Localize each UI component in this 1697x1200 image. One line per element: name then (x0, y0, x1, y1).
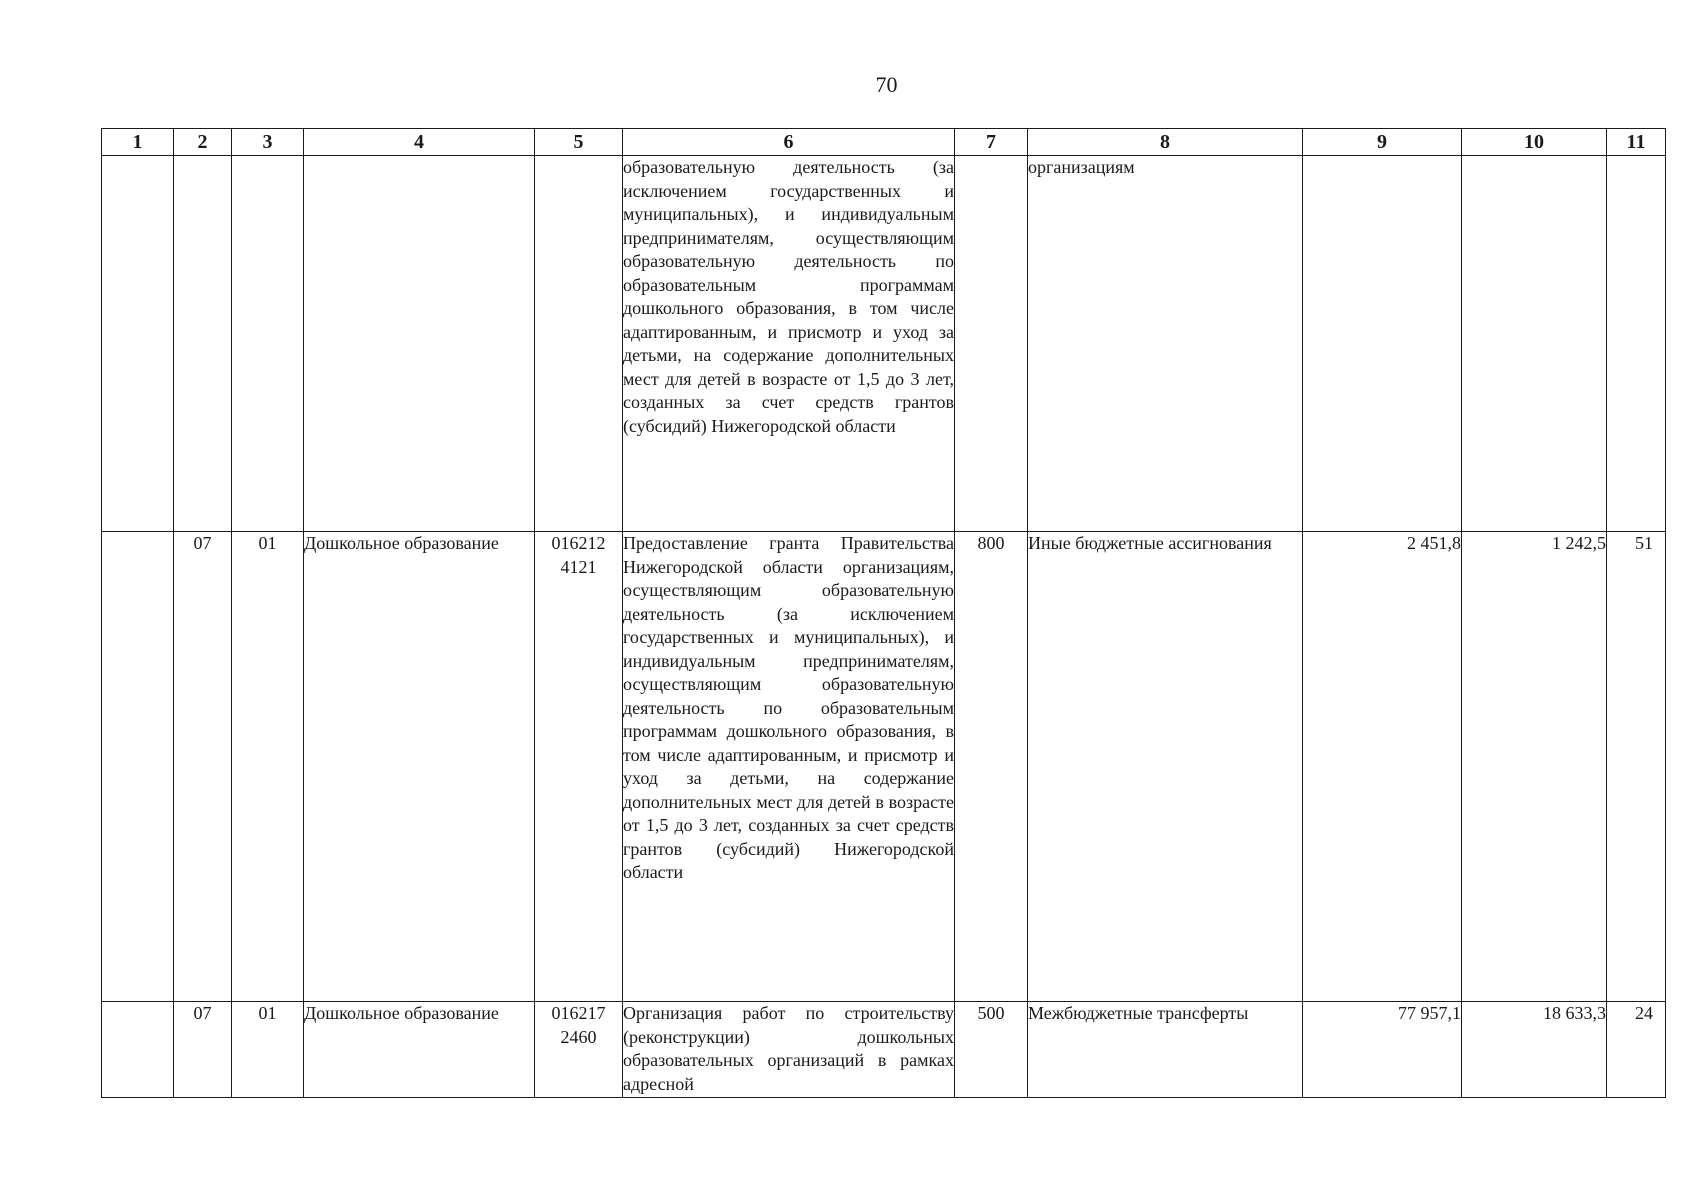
column-header: 4 (304, 129, 535, 156)
cell-percent: 24 (1607, 1002, 1666, 1098)
column-header: 1 (102, 129, 174, 156)
cell-description: Предоставление гранта Правительства Нижегородской области организациям, осуществляющим образовательную деятельность (за исключением государственных и муниципальных), и индивидуальным предпринимателям, осуществляющим образовательную деятельность по образовательным программам дошкольного образования, в том числе адаптированным, и присмотр и уход за детьми, на содержание дополнительных мест для детей в возрасте от 1,5 до 3 лет, созданных за счет средств грантов (субсидий) Нижегородской области (623, 532, 955, 1002)
table-row (102, 1002, 1666, 1098)
column-header: 7 (955, 129, 1028, 156)
column-header: 3 (232, 129, 304, 156)
column-header: 10 (1462, 129, 1607, 156)
cell-description: Организация работ по строительству (реконструкции) дошкольных образовательных организаций в рамках адресной (623, 1002, 955, 1098)
cell-expense-type-code: 800 (955, 532, 1028, 1002)
cell-subsection-name: Дошкольное образование (304, 1002, 535, 1098)
cell-subsection-code (232, 156, 304, 532)
cell-amount-plan: 2 451,8 (1303, 532, 1462, 1002)
cell-target-item (535, 156, 623, 532)
page-number: 70 (875, 72, 898, 97)
budget-table (101, 128, 1666, 1098)
column-number-header (102, 129, 1666, 156)
cell-expense-type-name: организациям (1028, 156, 1303, 532)
table-row (102, 532, 1666, 1002)
cell-percent (1607, 156, 1666, 532)
cell-amount-actual: 18 633,3 (1462, 1002, 1607, 1098)
cell-subsection-name (304, 156, 535, 532)
column-header: 9 (1303, 129, 1462, 156)
cell-percent: 51 (1607, 532, 1666, 1002)
cell-target-item: 016217 2460 (535, 1002, 623, 1098)
cell-section-code: 07 (174, 532, 232, 1002)
cell-section-code: 07 (174, 1002, 232, 1098)
cell-subsection-name: Дошкольное образование (304, 532, 535, 1002)
cell-amount-actual (1462, 156, 1607, 532)
cell-expense-type-code: 500 (955, 1002, 1028, 1098)
cell-subsection-code: 01 (232, 1002, 304, 1098)
column-header: 8 (1028, 129, 1303, 156)
column-header: 2 (174, 129, 232, 156)
cell-subsection-code: 01 (232, 532, 304, 1002)
column-header: 6 (623, 129, 955, 156)
cell-expense-type-name: Иные бюджетные ассигнования (1028, 532, 1303, 1002)
cell-amount-actual: 1 242,5 (1462, 532, 1607, 1002)
table-row (102, 156, 1666, 532)
column-header: 11 (1607, 129, 1666, 156)
cell-expense-type-name: Межбюджетные трансферты (1028, 1002, 1303, 1098)
cell-target-item: 016212 4121 (535, 532, 623, 1002)
cell-section (102, 532, 174, 1002)
cell-expense-type-code (955, 156, 1028, 532)
cell-amount-plan: 77 957,1 (1303, 1002, 1462, 1098)
cell-section-code (174, 156, 232, 532)
cell-section (102, 156, 174, 532)
cell-section (102, 1002, 174, 1098)
cell-amount-plan (1303, 156, 1462, 532)
cell-description: образовательную деятельность (за исключением государственных и муниципальных), и индивидуальным предпринимателям, осуществляющим образовательную деятельность по образовательным программам дошкольного образования, в том числе адаптированным, и присмотр и уход за детьми, на содержание дополнительных мест для детей в возрасте от 1,5 до 3 лет, созданных за счет средств грантов (субсидий) Нижегородской области (623, 156, 955, 532)
column-header: 5 (535, 129, 623, 156)
